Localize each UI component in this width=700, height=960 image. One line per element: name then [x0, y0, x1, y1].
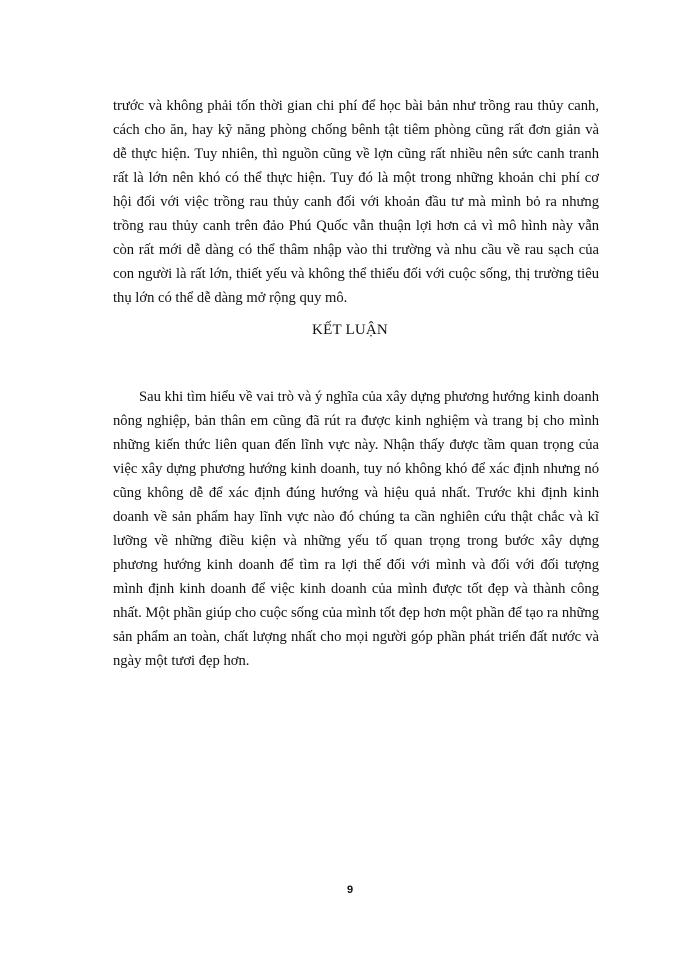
section-heading: KẾT LUẬN: [312, 322, 388, 338]
page-number: 9: [346, 884, 354, 896]
conclusion-paragraph: Sau khi tìm hiểu về vai trò và ý nghĩa của xây dựng phương hướng kinh doanh nông nghiệp, bản thân em cũng đã rút ra được kinh nghiệm và trang bị cho mình những kiến thức liên quan đến lĩnh vực này. Nhận thấy được tầm quan trọng của việc xây dựng phương hướng kinh doanh, tuy nó không khó để xác định nhưng nó cũng không dễ để xác định đúng hướng và hiệu quả nhất. Trước khi định kinh doanh về sản phẩm hay lĩnh vực nào đó chúng ta cần nghiên cứu thật chắc và kĩ lưỡng về những điều kiện và những yếu tố quan trọng trong bước xây dựng phương hướng kinh doanh để tìm ra lợi thế đối với mình và đối với đối tượng mình định kinh doanh để việc kinh doanh của mình được tốt đẹp và thành công nhất. Một phần giúp cho cuộc sống của mình tốt đẹp hơn một phần để tạo ra những sản phẩm an toàn, chất lượng nhất cho mọi người góp phần phát triển đất nước và ngày một tươi đẹp hơn.: [113, 388, 599, 669]
body-paragraph: trước và không phải tốn thời gian chi phí để học bài bản như trồng rau thủy canh, cách cho ăn, hay kỹ năng phòng chống bênh tật tiêm phòng cũng rất đơn giản và dễ thực hiện. Tuy nhiên, thì nguồn cũng về lợn cũng rất nhiều nên sức canh tranh rất là lớn nên khó có thể thực hiện. Tuy đó là một trong những khoản chi phí cơ hội đối với việc trồng rau thủy canh đối với khoản đầu tư mà mình bỏ ra nhưng trồng rau thủy canh trên đảo Phú Quốc vẫn thuận lợi hơn cả vì mô hình này vẫn còn rất mới dễ dàng có thể thâm nhập vào thi trường và nhu cầu về rau sạch của con người là rất lớn, thiết yếu và không thể thiếu đối với cuộc sống, thị trường tiêu thụ lớn có thể dễ dàng mở rộng quy mô.: [113, 97, 599, 306]
